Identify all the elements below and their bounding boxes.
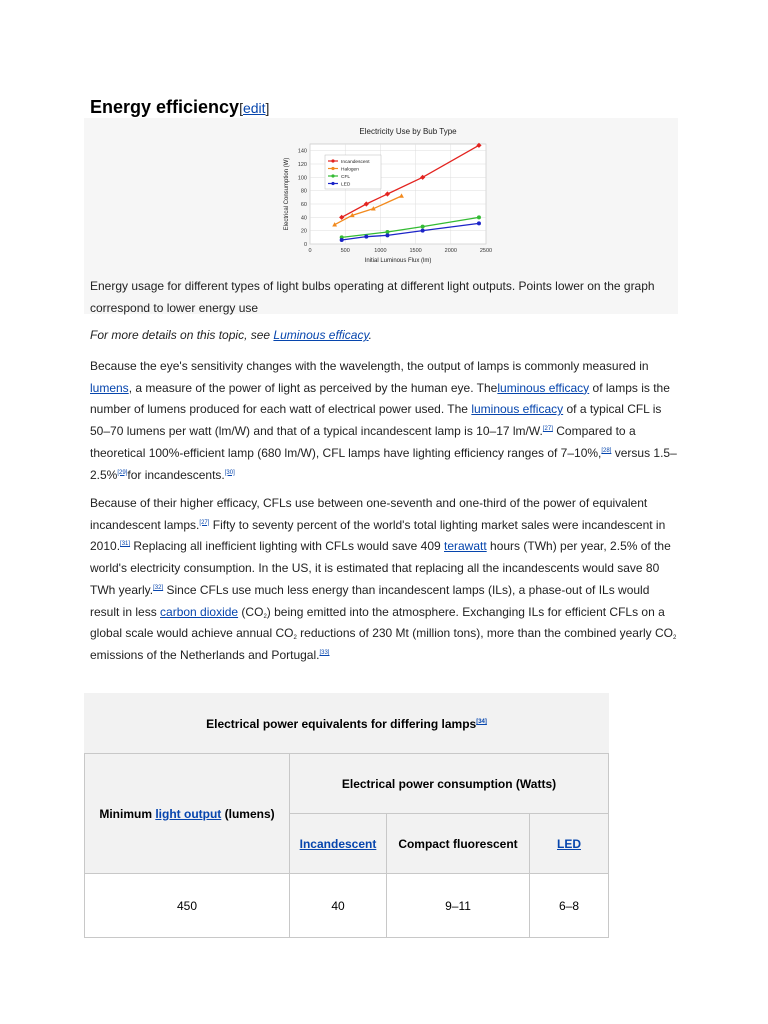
carbon-dioxide-link[interactable]: carbon dioxide [160,604,239,619]
hatnote-text: For more details on this topic, see [90,328,274,342]
ref-33[interactable]: [33] [319,649,330,656]
x-tick-label: 2500 [479,248,493,254]
section-title: Energy efficiency [90,97,240,117]
legend-label: Halogen [341,167,359,173]
data-point-led [340,238,344,242]
header-led [530,814,609,874]
thumbnail-figure [84,118,678,314]
electricity-use-chart[interactable] [280,120,500,270]
x-tick-label: 2000 [444,248,457,254]
legend-label: LED [341,182,351,188]
hatnote-suffix: . [368,328,372,342]
data-point-cfl [421,225,425,229]
cell-incandescent: 40 [290,874,387,938]
data-point-led [385,233,389,237]
hatnote [90,328,372,342]
chart-legend [325,155,381,189]
y-axis-label: Electrical Consumption (W) [284,157,290,231]
led-link[interactable]: LED [557,836,581,851]
ref-31[interactable]: [31] [120,541,131,548]
paragraph-2: Because of their higher efficacy, CFLs use between one-seventh and one-third of the power of equivalent incandescent lamps.[27] Fifty to seventy percent of the world's total lighting market sales were incandescent in 2010.[31] Replacing all inefficient lighting with CFLs would save 409 terawatt hours (TWh) per year, 2.5% of the world's electricity consumption. In the US, it is estimated that replacing all the incandescents would save 80 TWh yearly.[32] Since CFLs use much less energy than incandescent lamps (ILs), a phase-out of ILs would result in less carbon dioxide $(CO_2)$ being emitted into the atmosphere. Exchanging ILs for efficient CFLs on a global scale would achieve annual $CO_2$ reductions of 230 Mt (million tons), more than the combined yearly $CO_2$ emissions of the Netherlands and Portugal.[33] [90,496,677,662]
luminous-efficacy-link-3[interactable]: luminous efficacy [471,402,564,417]
chart-title: Electricity Use by Bub Type [359,127,457,136]
ref-34[interactable]: [34] [476,719,487,725]
cell-led: 6–8 [530,874,609,938]
header-compact-fluorescent: Compact fluorescent [387,814,530,874]
power-equivalents-table [84,693,609,938]
y-tick-label: 20 [300,228,307,235]
cell-lumens: 450 [85,874,290,938]
ref-28[interactable]: [28] [601,447,612,454]
header-incandescent [290,814,387,874]
legend-label: CFL [341,174,351,180]
cell-cfl: 9–11 [387,874,530,938]
legend-marker [331,174,334,177]
x-axis-label: Initial Luminous Flux (lm) [364,258,432,264]
table-caption: Electrical power equivalents for differing lamps[34] [84,693,609,753]
data-point-led [364,235,368,239]
power-equivalents-table-wrap [84,693,609,938]
x-tick-label: 1500 [409,248,422,254]
x-tick-label: 500 [340,248,350,254]
header-min-light-output: Minimum light output (lumens) [85,754,290,874]
terawatt-link[interactable]: terawatt [444,539,487,554]
table-row [85,874,609,938]
data-point-led [477,221,481,225]
ref-27[interactable]: [27] [542,426,553,433]
header-power-consumption: Electrical power consumption (Watts) [290,754,609,814]
lumens-link[interactable]: lumens [90,380,129,395]
incandescent-link[interactable]: Incandescent [299,836,377,851]
paragraph-1: Because the eye's sensitivity changes with the wavelength, the output of lamps is commonly measured in lumens, a measure of the power of light as perceived by the human eye. Theluminous efficacy of lamps is the number of lumens produced for each watt of electrical power used. The luminous efficacy of a typical CFL is 50–70 lumens per watt (lm/W) and that of a typical incandescent lamp is 10–17 lm/W.[27] Compared to a theoretical 100%-efficient lamp (680 lm/W), CFL lamps have lighting efficiency ranges of 7–10%,[28] versus 1.5–2.5%[29]for incandescents.[30] [90,359,677,482]
edit-bracket-open: [ [239,100,243,116]
edit-bracket-close: ] [265,100,270,116]
legend-label: Incandescent [341,159,370,165]
legend-marker [331,182,334,185]
y-tick-label: 60 [300,202,307,208]
x-tick-label: 1000 [374,248,387,254]
ref-29[interactable]: [29] [117,469,128,476]
y-tick-label: 0 [303,242,307,248]
data-point-cfl [477,215,481,219]
luminous-efficacy-link-2[interactable]: luminous efficacy [497,380,590,395]
ref-27b[interactable]: [27] [199,519,210,526]
data-point-led [421,229,425,233]
ref-32[interactable]: [32] [153,584,164,591]
section-heading [90,97,269,118]
ref-30[interactable]: [30] [224,469,235,476]
light-output-link[interactable]: light output [155,806,222,821]
y-tick-label: 140 [297,148,307,155]
x-tick-label: 0 [308,248,312,254]
figure-caption: Energy usage for different types of light bulbs operating at different light outputs. Points lower on the graph correspond to lower energy use [90,279,655,315]
y-tick-label: 80 [300,188,307,195]
y-tick-label: 120 [297,162,307,168]
legend-marker [331,159,334,162]
y-tick-label: 40 [300,215,307,222]
edit-link[interactable]: edit [242,100,266,116]
legend-marker [331,167,334,170]
luminous-efficacy-link[interactable]: Luminous efficacy [273,328,369,342]
y-tick-label: 100 [297,175,307,182]
